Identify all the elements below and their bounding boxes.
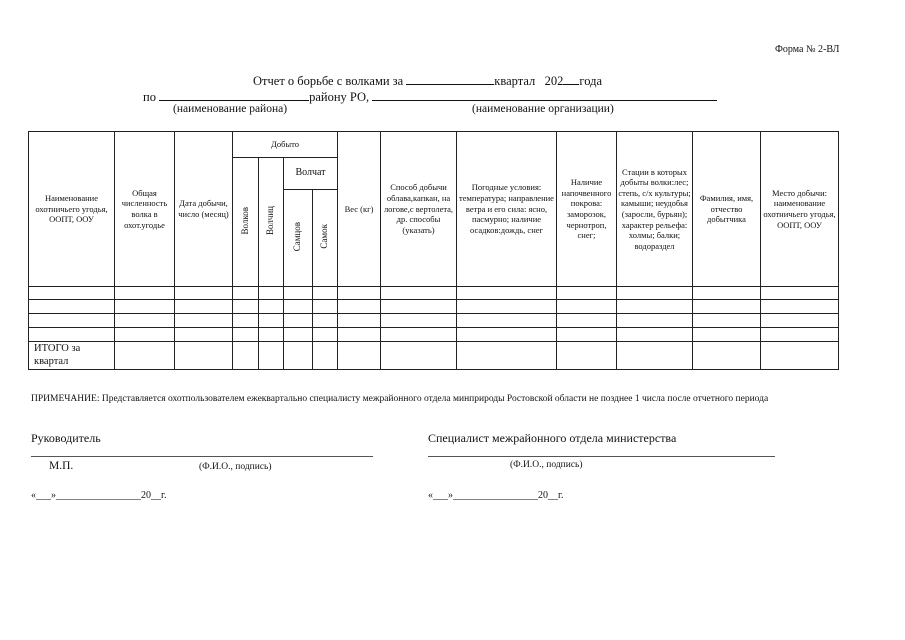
specialist-date[interactable]: «___»_________________20__г. <box>428 490 564 501</box>
header-habitats: Стации в которых добыты волки:лес; степь, с/х культуры; камыши; неудобья (заросли, бурьян); характер рельефа: холмы; балки; водораздел <box>617 132 693 287</box>
table-cell[interactable] <box>693 328 761 342</box>
header-she-wolves-label: Волчиц <box>265 206 276 236</box>
header-hunter: Фамилия, имя, отчество добытчика <box>693 132 761 287</box>
table-cell[interactable] <box>617 300 693 314</box>
total-row <box>29 342 839 370</box>
header-date: Дата добычи, число (месяц) <box>175 132 233 287</box>
specialist-signature-caption: (Ф.И.О., подпись) <box>510 460 583 470</box>
specialist-title: Специалист межрайонного отдела министерства <box>428 431 677 445</box>
table-cell[interactable] <box>761 328 839 342</box>
stamp-place: М.П. <box>49 460 74 472</box>
table-cell[interactable] <box>617 328 693 342</box>
header-weather: Погодные условия: температура; направление ветра и его сила: ясно, пасмурно; наличие осадков:дождь, снег <box>457 132 557 287</box>
header-population: Общая численность волка в охот.угодье <box>115 132 175 287</box>
table-cell[interactable] <box>175 314 233 328</box>
header-females-label: Самок <box>319 224 330 249</box>
table-cell[interactable] <box>457 328 557 342</box>
table-cell[interactable] <box>338 287 381 300</box>
report-title <box>253 73 602 89</box>
table-cell[interactable] <box>259 287 284 300</box>
table-row <box>29 314 839 328</box>
table-cell[interactable] <box>617 314 693 328</box>
table-cell[interactable] <box>381 342 457 370</box>
header-males-label: Самцов <box>292 222 303 252</box>
header-females <box>313 190 338 287</box>
table-cell[interactable] <box>761 300 839 314</box>
header-method: Способ добычи облава,капкан, на логове,с вертолета, др. способы (указать) <box>381 132 457 287</box>
table-cell[interactable] <box>233 287 259 300</box>
table-cell[interactable] <box>381 287 457 300</box>
table-cell[interactable] <box>115 328 175 342</box>
table-cell[interactable] <box>457 342 557 370</box>
table-cell[interactable] <box>284 287 313 300</box>
table-cell[interactable] <box>284 342 313 370</box>
table-cell[interactable] <box>284 328 313 342</box>
table-cell[interactable] <box>761 342 839 370</box>
specialist-signature-line[interactable] <box>428 456 775 457</box>
table-cell[interactable] <box>761 287 839 300</box>
table-cell[interactable] <box>233 300 259 314</box>
header-she-wolves <box>259 158 284 287</box>
region-caption: (наименование района) <box>173 103 288 115</box>
table-cell[interactable] <box>284 314 313 328</box>
table-cell[interactable] <box>761 314 839 328</box>
table-cell[interactable] <box>313 300 338 314</box>
table-cell[interactable] <box>175 300 233 314</box>
report-table <box>28 131 839 370</box>
head-signature-caption: (Ф.И.О., подпись) <box>199 462 272 472</box>
table-cell[interactable] <box>338 300 381 314</box>
table-row <box>29 287 839 300</box>
form-number: Форма № 2-ВЛ <box>775 44 840 55</box>
table-cell[interactable] <box>29 300 115 314</box>
table-cell[interactable] <box>381 300 457 314</box>
table-cell[interactable] <box>338 328 381 342</box>
table-cell[interactable] <box>617 287 693 300</box>
header-hunting-ground: Наименование охотничьего угодья, ООПТ, ООУ <box>29 132 115 287</box>
total-label: ИТОГО за квартал <box>29 342 115 370</box>
table-cell[interactable] <box>115 314 175 328</box>
table-row <box>29 328 839 342</box>
header-wolves <box>233 158 259 287</box>
title-year-prefix: 202 <box>544 74 564 88</box>
table-cell[interactable] <box>233 314 259 328</box>
table-cell[interactable] <box>29 328 115 342</box>
table-cell[interactable] <box>233 342 259 370</box>
table-cell[interactable] <box>457 300 557 314</box>
header-cubs: Волчат <box>284 158 338 190</box>
table-cell[interactable] <box>313 314 338 328</box>
year-blank[interactable] <box>563 73 579 85</box>
table-cell[interactable] <box>175 328 233 342</box>
table-cell[interactable] <box>557 300 617 314</box>
table-cell[interactable] <box>338 314 381 328</box>
head-signature-line[interactable] <box>31 456 373 457</box>
head-title: Руководитель <box>31 431 101 445</box>
table-cell[interactable] <box>693 342 761 370</box>
table-cell[interactable] <box>115 287 175 300</box>
quarter-blank[interactable] <box>406 73 494 85</box>
table-cell[interactable] <box>175 287 233 300</box>
table-cell[interactable] <box>693 314 761 328</box>
table-cell[interactable] <box>693 287 761 300</box>
table-cell[interactable] <box>313 342 338 370</box>
header-males <box>284 190 313 287</box>
table-cell[interactable] <box>259 314 284 328</box>
table-cell[interactable] <box>381 314 457 328</box>
table-cell[interactable] <box>381 328 457 342</box>
table-cell[interactable] <box>259 300 284 314</box>
table-cell[interactable] <box>284 300 313 314</box>
table-cell[interactable] <box>693 300 761 314</box>
table-cell[interactable] <box>313 287 338 300</box>
table-cell[interactable] <box>313 328 338 342</box>
table-cell[interactable] <box>617 342 693 370</box>
title-year-suffix: года <box>579 74 603 88</box>
subtitle-prefix: по <box>143 90 156 104</box>
table-cell[interactable] <box>457 287 557 300</box>
table-cell[interactable] <box>29 314 115 328</box>
table-cell[interactable] <box>338 342 381 370</box>
note: ПРИМЕЧАНИЕ: Представляется охотпользователем ежеквартально специалисту межрайонного отдела минприроды Ростовской области не позднее 1 числа после отчетного периода <box>31 394 769 404</box>
organization-blank[interactable] <box>372 89 717 101</box>
head-date[interactable]: «___»_________________20__г. <box>31 490 167 501</box>
header-snow-cover: Наличие напочвенного покрова: заморозок, чернотроп, снег; <box>557 132 617 287</box>
header-row-1 <box>29 132 839 158</box>
table-cell[interactable] <box>233 328 259 342</box>
table-cell[interactable] <box>557 328 617 342</box>
table-cell[interactable] <box>557 287 617 300</box>
header-place: Место добычи: наименование охотничьего угодья, ООПТ, ООУ <box>761 132 839 287</box>
header-wolves-label: Волков <box>239 206 250 235</box>
table-cell[interactable] <box>115 342 175 370</box>
table-cell[interactable] <box>557 342 617 370</box>
header-harvested: Добыто <box>233 132 338 158</box>
table-cell[interactable] <box>557 314 617 328</box>
table-cell[interactable] <box>259 328 284 342</box>
table-cell[interactable] <box>457 314 557 328</box>
table-cell[interactable] <box>259 342 284 370</box>
table-cell[interactable] <box>175 342 233 370</box>
title-quarter-suffix: квартал <box>494 74 536 88</box>
table-row <box>29 300 839 314</box>
region-blank[interactable] <box>159 89 309 101</box>
header-weight: Вес (кг) <box>338 132 381 287</box>
table-cell[interactable] <box>29 287 115 300</box>
subtitle-region-suffix: району РО, <box>309 90 370 104</box>
table-cell[interactable] <box>115 300 175 314</box>
organization-caption: (наименование организации) <box>472 103 614 115</box>
title-prefix: Отчет о борьбе с волками за <box>253 74 404 88</box>
